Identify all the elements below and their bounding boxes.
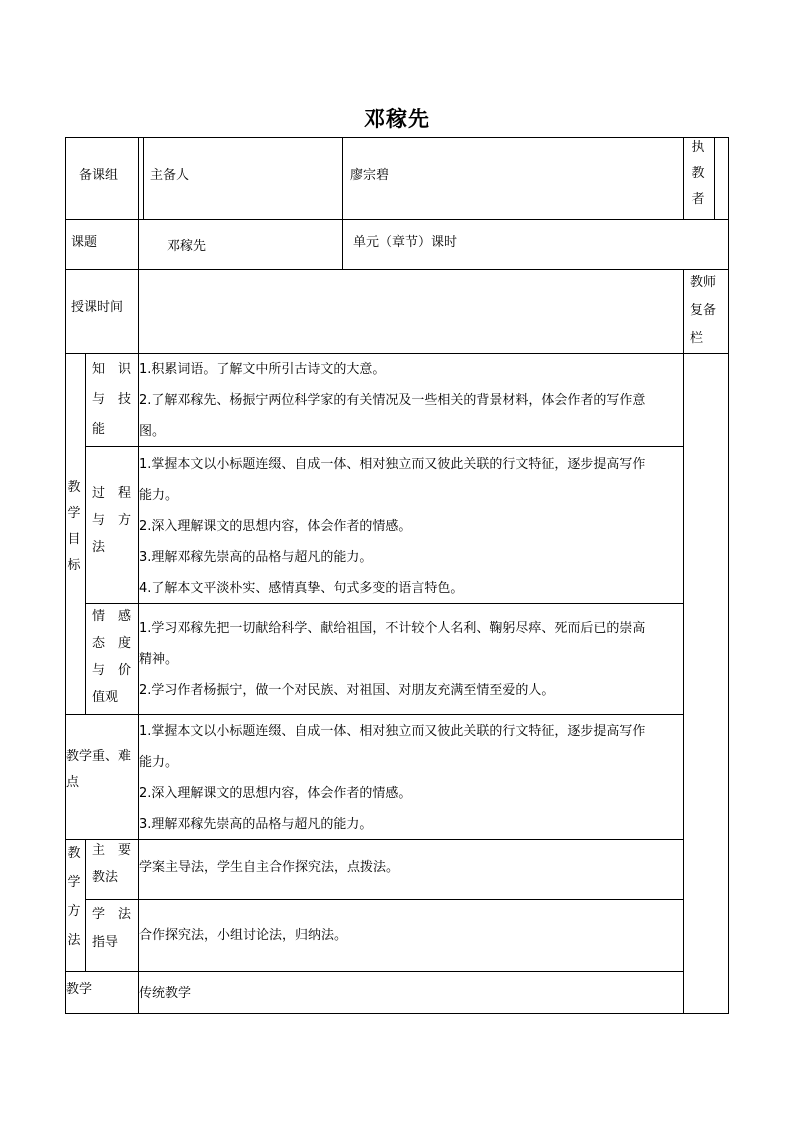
list-item: 2.深入理解课文的思想内容，体会作者的情感。 (139, 519, 412, 534)
col-divider (683, 137, 684, 219)
preparer-name: 廖宗碧 (350, 168, 390, 183)
col-divider (85, 839, 86, 971)
page-title: 邓稼先 (364, 107, 430, 131)
row-divider (85, 899, 683, 900)
knowledge-label: 知 识 与 技 能 (92, 362, 132, 437)
list-item: 2.了解邓稼先、杨振宁两位科学家的有关情况及一些相关的背景材料，体会作者的写作意 (139, 393, 646, 408)
row-divider (65, 269, 729, 270)
row-divider (65, 714, 683, 715)
table-border-top (65, 137, 729, 138)
col-divider (143, 137, 144, 219)
time-label: 授课时间 (71, 300, 124, 315)
list-item: 精神。 (139, 652, 179, 667)
teaching-label: 教学 (66, 982, 93, 997)
methods-label: 教 学 方 法 (67, 846, 81, 948)
list-item: 3.理解邓稼先崇高的品格与超凡的能力。 (139, 817, 373, 832)
preparer-label: 主备人 (150, 168, 190, 183)
col-divider (138, 219, 139, 269)
list-item: 1.积累词语。了解文中所引古诗文的大意。 (139, 362, 386, 377)
row-divider (65, 971, 683, 972)
col-divider (85, 353, 86, 714)
list-item: 1.掌握本文以小标题连缀、自成一体、相对独立而又彼此关联的行文特征，逐步提高写作 (139, 457, 646, 472)
topic-value: 邓稼先 (167, 239, 207, 254)
row-divider (65, 219, 729, 220)
col-divider (342, 137, 343, 219)
knowledge-items (139, 354, 645, 447)
list-item: 能力。 (139, 488, 179, 503)
list-item: 2.学习作者杨振宁，做一个对民族、对祖国、对朋友充满至情至爱的人。 (139, 683, 555, 698)
list-item: 能力。 (139, 755, 179, 770)
list-item: 1.学习邓稼先把一切献给科学、献给祖国，不计较个人名利、鞠躬尽瘁、死而后已的崇高 (139, 621, 646, 636)
emotion-items (139, 613, 645, 706)
list-item: 4.了解本文平淡朴实、感情真挚、句式多变的语言特色。 (139, 581, 464, 596)
process-items (139, 449, 645, 604)
col-divider (138, 137, 139, 219)
objectives-label: 教 学 目 标 (67, 480, 81, 573)
unit-label: 单元（章节）课时 (353, 235, 458, 250)
key-points-items (139, 716, 645, 840)
revision-column-label: 教师 复备 栏 (690, 275, 717, 346)
list-item: 1.掌握本文以小标题连缀、自成一体、相对独立而又彼此关联的行文特征，逐步提高写作 (139, 724, 646, 739)
group-label: 备课组 (79, 168, 119, 183)
emotion-label: 情 感 态 度 与 价 值观 (92, 609, 132, 705)
list-item: 2.深入理解课文的思想内容，体会作者的情感。 (139, 786, 412, 801)
teaching-method-value: 学案主导法，学生自主合作探究法，点拨法。 (139, 860, 400, 875)
table-border-bottom (65, 1013, 729, 1014)
col-divider (138, 269, 139, 353)
process-label: 过 程 与 方 法 (92, 486, 132, 555)
list-item: 图。 (139, 424, 166, 439)
col-divider (342, 219, 343, 269)
learning-method-label: 学 法 指导 (92, 907, 132, 950)
topic-label: 课题 (71, 235, 98, 250)
col-divider (683, 269, 684, 1014)
list-item: 3.理解邓稼先崇高的品格与超凡的能力。 (139, 550, 373, 565)
teacher-label: 执 教 者 (691, 140, 705, 207)
teaching-value: 传统教学 (139, 986, 192, 1001)
teaching-method-label: 主 要 教法 (92, 843, 132, 885)
key-points-label: 教学重、难 点 (66, 749, 132, 790)
col-divider (714, 137, 715, 219)
learning-method-value: 合作探究法，小组讨论法，归纳法。 (139, 928, 348, 943)
